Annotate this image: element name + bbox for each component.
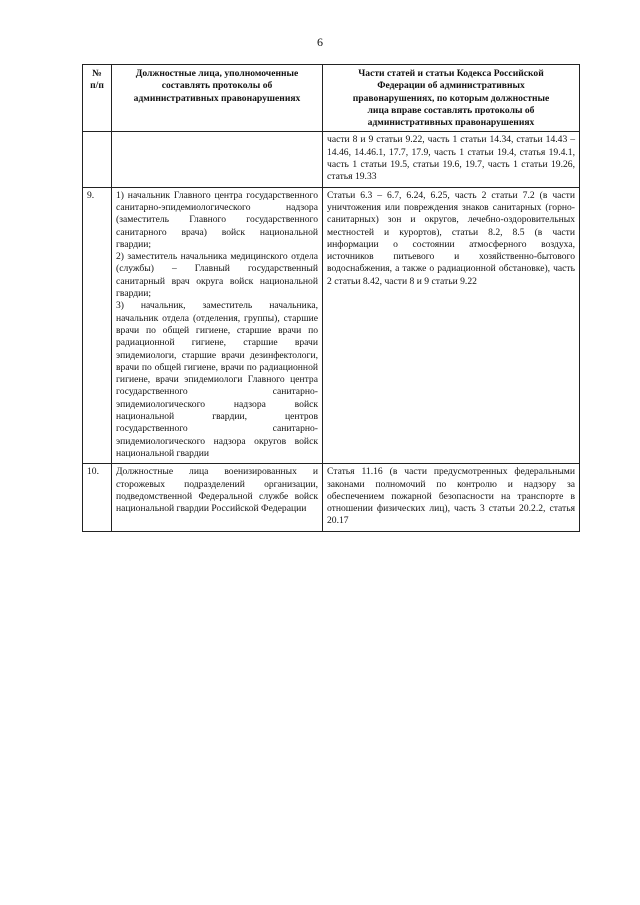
cell-articles: части 8 и 9 статьи 9.22, часть 1 статьи 14.34, статьи 14.43 – 14.46, 14.46.1, 17.7, 17.9, часть 1 статьи 19.4, статья 19.4.1, часть 1 статьи 19.5, статьи 19.6, 19.7, часть 1 статьи 19.26, статья 19.33 bbox=[323, 132, 580, 187]
cell-officials: 1) начальник Главного центра государственного санитарно-эпидемиологического надзора (заместитель Главного государственного санитарного врача) войск национальной гвардии; 2) заместитель начальника медицинского отдела (службы) – Главный государственный санитарный врач округа войск национальной гвардии; 3) начальник, заместитель начальника, начальник отдела (отделения, группы), старшие врачи по общей гигиене, старшие врачи по радиационной гигиене, старшие врачи эпидемиологи, старшие врачи дезинфектологи, врачи по общей гигиене, врачи по радиационной гигиене, врачи эпидемиологи Главного центра государственного санитарно-эпидемиологического надзора войск национальной гвардии, центров государственного санитарно-эпидемиологического надзора округов войск национальной гвардии bbox=[112, 187, 323, 464]
header-officials: Должностные лица, уполномоченные составлять протоколы об административных правонарушениях bbox=[112, 65, 323, 132]
cell-officials: Должностные лица военизированных и сторожевых подразделений организации, подведомственной Федеральной службе войск национальной гвардии Российской Федерации bbox=[112, 464, 323, 531]
cell-articles: Статьи 6.3 – 6.7, 6.24, 6.25, часть 2 статьи 7.2 (в части уничтожения или повреждения знаков санитарных (горно-санитарных) зон и округов, лечебно-оздоровительных местностей и курортов), статьи 8.2, 8.5 (в части информации о состоянии атмосферного воздуха, источников питьевого и хозяйственно-бытового водоснабжения, а также о радиационной обстановке), часть 2 статьи 8.42, части 8 и 9 статьи 9.22 bbox=[323, 187, 580, 464]
table-row-10 bbox=[83, 464, 580, 531]
cell-num: 9. bbox=[83, 187, 112, 464]
cell-num: 10. bbox=[83, 464, 112, 531]
header-articles: Части статей и статьи Кодекса Российской Федерации об административных правонарушениях, по которым должностные лица вправе составлять протоколы об административных правонарушениях bbox=[323, 65, 580, 132]
table-row-9 bbox=[83, 187, 580, 464]
cell-officials bbox=[112, 132, 323, 187]
cell-num bbox=[83, 132, 112, 187]
cell-articles: Статья 11.16 (в части предусмотренных федеральными законами полномочий по контролю и надзору за обеспечением пожарной безопасности на транспорте в отношении физических лиц), часть 3 статьи 20.2.2, статья 20.17 bbox=[323, 464, 580, 531]
page-number: 6 bbox=[317, 35, 323, 49]
officials-table bbox=[82, 64, 580, 532]
table-header-row bbox=[83, 65, 580, 132]
table-row-continuation bbox=[83, 132, 580, 187]
header-num: № п/п bbox=[83, 65, 112, 132]
